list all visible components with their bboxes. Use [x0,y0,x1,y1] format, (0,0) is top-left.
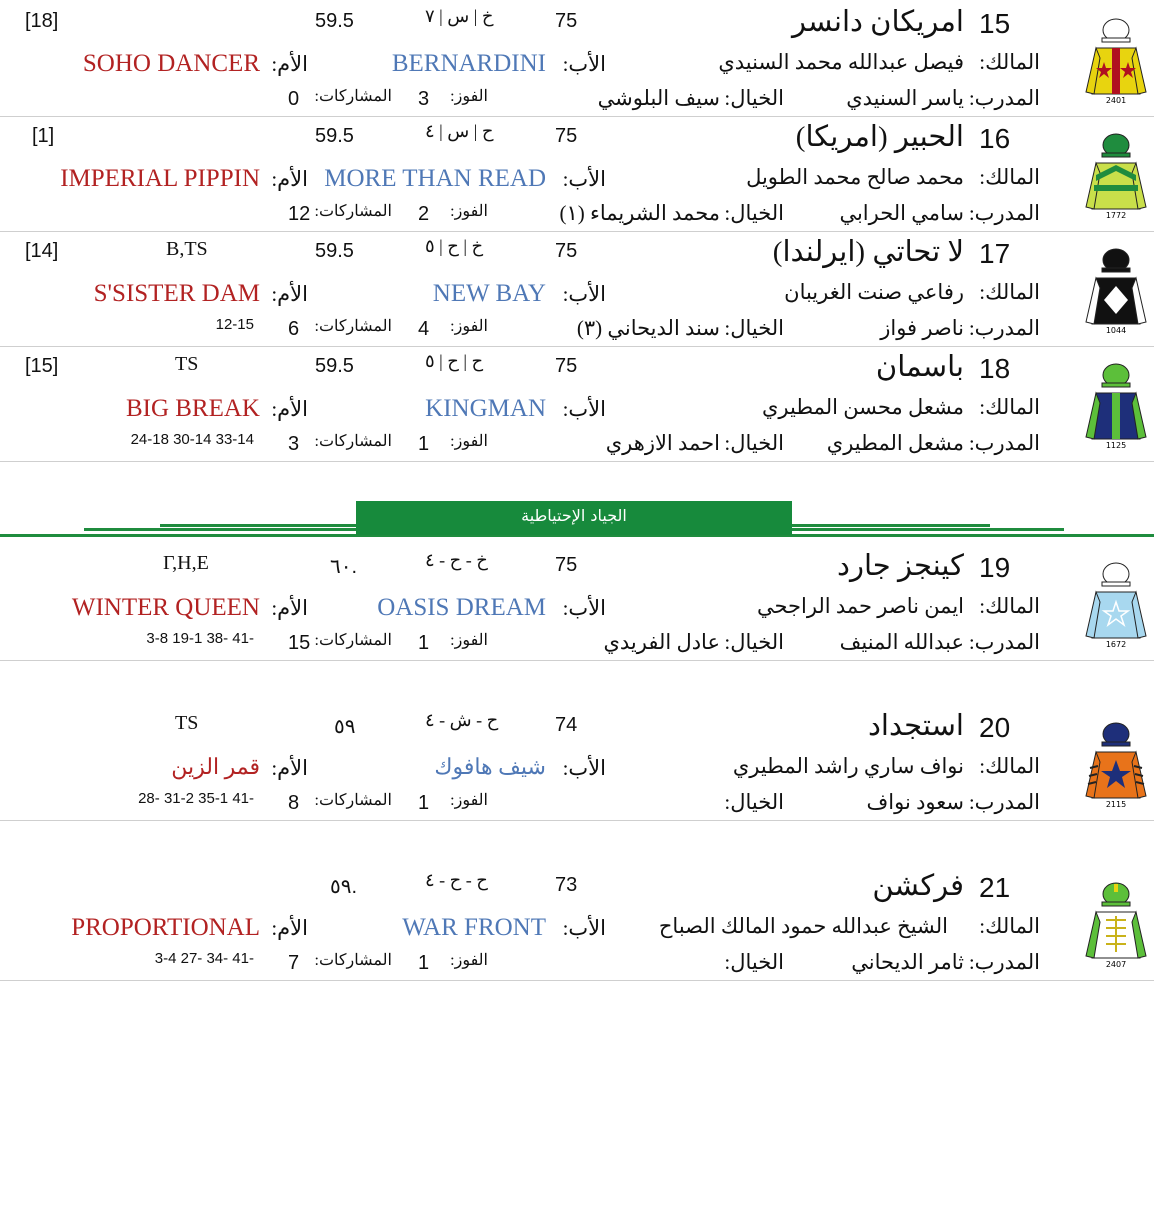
starts-count: 3 [288,433,300,455]
jockey-name: محمد الشريماء (١) [559,201,720,225]
horse-number: 16 [979,123,1011,154]
wins-label: الفوز: [450,203,488,220]
equipment: TS [175,712,199,734]
owner-label: المالك: [979,395,1040,419]
trainer-label: المدرب: [968,950,1040,974]
sire-name: OASIS DREAM [377,594,546,621]
jockey-label: الخيال: [724,790,784,814]
horse-name: باسمان [875,351,964,383]
owner-name: نواف ساري راشد المطيري [732,754,964,778]
entry-15 [0,2,1154,117]
trainer-label: المدرب: [968,201,1040,225]
wins-count: 1 [418,433,430,455]
sire-name: BERNARDINI [391,50,546,77]
horse-number: 19 [979,552,1011,583]
rating: 59.5 [315,240,354,262]
trainer-label: المدرب: [968,790,1040,814]
dam-name: PROPORTIONAL [71,914,260,941]
draw: [1] [32,125,55,147]
starts-label: المشاركات: [314,952,392,969]
owner-label: المالك: [979,754,1040,778]
age-sex: خ - ح - ٤ [425,550,488,570]
jockey-silks-icon [1082,244,1150,336]
weight: 75 [555,240,578,262]
trainer-name: ثامر الديحاني [851,950,964,974]
trainer-label: المدرب: [968,630,1040,654]
weight: 75 [555,554,578,576]
age-sex: ح - ح - ٤ [425,870,488,890]
age-sex: ح | س | ٤ [425,121,494,141]
sire-label: الأب: [562,916,606,940]
weight: 75 [555,125,578,147]
recent-form: 24-18 30-14 33-14 [130,431,254,448]
dam-label: الأم: [271,282,308,306]
dam-name: S'SISTER DAM [93,280,260,307]
starts-count: 15 [288,632,311,654]
jockey-name: احمد الازهري [605,431,720,455]
wins-label: الفوز: [450,792,488,809]
equipment: Γ,H,E [163,552,209,574]
trainer-name: ياسر السنيدي [846,86,964,110]
trainer-label: المدرب: [968,431,1040,455]
entry-19 [0,546,1154,661]
dam-label: الأم: [271,756,308,780]
starts-label: المشاركات: [314,792,392,809]
starts-count: 12 [288,203,311,225]
jockey-label: الخيال: [724,431,784,455]
trainer-label: المدرب: [968,316,1040,340]
svg-text:2115: 2115 [1105,800,1127,809]
svg-text:2407: 2407 [1105,960,1127,969]
sire-name: MORE THAN READ [324,165,546,192]
sire-label: الأب: [562,282,606,306]
owner-label: المالك: [979,594,1040,618]
trainer-name: مشعل المطيري [826,431,964,455]
horse-name: امريكان دانسر [792,6,964,38]
jockey-silks-icon [1082,129,1150,221]
wins-count: 4 [418,318,430,340]
jockey-silks-icon [1082,718,1150,810]
trainer-name: سعود نواف [866,790,964,814]
jockey-label: الخيال: [724,316,784,340]
horse-number: 21 [979,872,1011,903]
jockey-label: الخيال: [724,86,784,110]
horse-number: 17 [979,238,1011,269]
svg-text:1772: 1772 [1105,211,1127,220]
horse-number: 18 [979,353,1011,384]
recent-form: 12-15 [215,316,254,333]
entry-16 [0,117,1154,232]
owner-label: المالك: [979,165,1040,189]
entry-21 [0,866,1154,981]
sire-label: الأب: [562,756,606,780]
owner-label: المالك: [979,280,1040,304]
wins-label: الفوز: [450,318,488,335]
starts-label: المشاركات: [314,433,392,450]
wins-label: الفوز: [450,88,488,105]
owner-name: محمد صالح محمد الطويل [746,165,964,189]
horse-name: الحبير (امريكا) [795,121,964,153]
horse-name: فركشن [872,870,964,902]
owner-name: فيصل عبدالله محمد السنيدي [718,50,964,74]
weight: 74 [555,714,578,736]
jockey-name: سيف البلوشي [597,86,720,110]
svg-text:2401: 2401 [1105,96,1127,105]
trainer-name: ناصر فواز [880,316,964,340]
sire-name: شيف هافوك [434,754,546,779]
jockey-label: الخيال: [724,950,784,974]
sire-name: KINGMAN [425,395,546,422]
rating: 59.5 [315,10,354,32]
sire-name: WAR FRONT [402,914,546,941]
jockey-silks-icon [1082,878,1150,970]
wins-count: 1 [418,792,430,814]
wins-label: الفوز: [450,952,488,969]
entry-17 [0,232,1154,347]
starts-label: المشاركات: [314,88,392,105]
wins-label: الفوز: [450,632,488,649]
recent-form: 3-8 19-1 38- 41- [146,630,254,647]
trainer-name: عبدالله المنيف [839,630,964,654]
rating: 59.5 [315,125,354,147]
rating: ٦٠. [330,556,358,578]
svg-text:1125: 1125 [1105,441,1127,450]
weight: 75 [555,10,578,32]
equipment: TS [175,353,199,375]
horse-name: لا تحاتي (ايرلندا) [772,236,964,268]
jockey-silks-icon [1082,14,1150,106]
horse-number: 20 [979,712,1011,743]
starts-label: المشاركات: [314,632,392,649]
owner-name: رفاعي صنت الغريبان [784,280,964,304]
weight: 75 [555,355,578,377]
starts-count: 7 [288,952,300,974]
age-sex: خ | س | ٧ [425,6,494,26]
svg-text:1672: 1672 [1105,640,1127,649]
age-sex: خ | ح | ٥ [425,236,484,256]
draw: [18] [25,10,59,32]
horse-name: كينجز جارد [837,550,964,582]
wins-count: 3 [418,88,430,110]
svg-text:1044: 1044 [1105,326,1127,335]
entry-20 [0,706,1154,821]
trainer-label: المدرب: [968,86,1040,110]
wins-count: 1 [418,952,430,974]
dam-label: الأم: [271,916,308,940]
jockey-name: عادل الفريدي [603,630,720,654]
horse-name: استجداد [867,710,964,742]
rating: ٥٩. [330,876,358,898]
jockey-silks-icon [1082,558,1150,650]
jockey-name: سند الديحاني (٣) [576,316,720,340]
jockey-label: الخيال: [724,630,784,654]
wins-count: 2 [418,203,430,225]
wins-label: الفوز: [450,433,488,450]
starts-label: المشاركات: [314,318,392,335]
recent-form: 28- 31-2 35-1 41- [138,790,254,807]
jockey-label: الخيال: [724,201,784,225]
sire-label: الأب: [562,596,606,620]
dam-name: WINTER QUEEN [71,594,260,621]
dam-name: SOHO DANCER [82,50,260,77]
reserve-horses-header: الجياد الإحتياطية [356,501,792,535]
draw: [14] [25,240,59,262]
starts-label: المشاركات: [314,203,392,220]
dam-label: الأم: [271,167,308,191]
equipment: B,TS [166,238,208,260]
owner-name: ايمن ناصر حمد الراجحي [756,594,964,618]
entry-18 [0,347,1154,462]
starts-count: 0 [288,88,300,110]
dam-label: الأم: [271,596,308,620]
horse-number: 15 [979,8,1011,39]
owner-label: المالك: [979,914,1040,938]
trainer-name: سامي الحرابي [839,201,964,225]
weight: 73 [555,874,578,896]
dam-label: الأم: [271,52,308,76]
starts-count: 8 [288,792,300,814]
wins-count: 1 [418,632,430,654]
draw: [15] [25,355,59,377]
jockey-silks-icon [1082,359,1150,451]
sire-label: الأب: [562,167,606,191]
age-sex: ح - ش - ٤ [425,710,499,730]
rating: ٥٩ [334,716,356,738]
dam-name: قمر الزين [171,754,260,779]
recent-form: 3-4 27- 34- 41- [154,950,254,967]
owner-name: مشعل محسن المطيري [761,395,964,419]
dam-name: BIG BREAK [125,395,260,422]
rating: 59.5 [315,355,354,377]
starts-count: 6 [288,318,300,340]
dam-label: الأم: [271,397,308,421]
dam-name: IMPERIAL PIPPIN [60,165,260,192]
age-sex: ح | ح | ٥ [425,351,484,371]
owner-label: المالك: [979,50,1040,74]
owner-name: الشيخ عبدالله حمود المالك الصباح [658,914,948,938]
sire-name: NEW BAY [432,280,546,307]
sire-label: الأب: [562,397,606,421]
sire-label: الأب: [562,52,606,76]
